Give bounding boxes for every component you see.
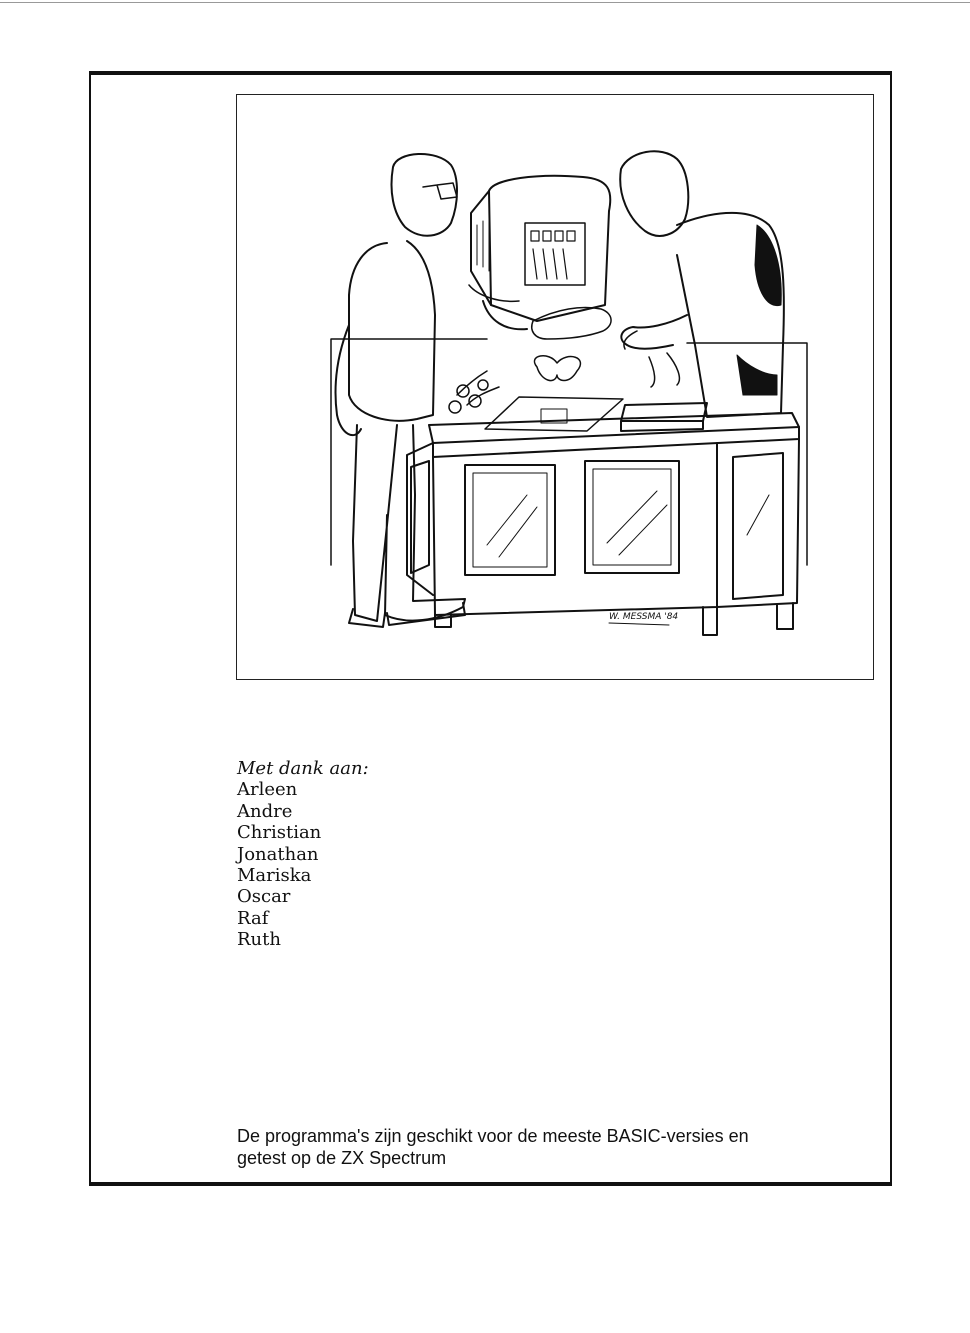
computer-monitor — [489, 176, 610, 321]
flower — [457, 385, 469, 397]
desk-panel-1-inner — [473, 473, 547, 567]
gift-bow — [534, 356, 580, 381]
page-top-rule — [0, 2, 970, 3]
right-man-head — [620, 151, 688, 236]
credit-name: Christian — [237, 822, 322, 844]
artist-signature: W. MESSMA '84 — [609, 612, 679, 622]
left-man-head — [392, 154, 458, 236]
compatibility-note-line: getest op de ZX Spectrum — [237, 1148, 447, 1168]
compatibility-note-line: De programma's zijn geschikt voor de meeste BASIC-versies en — [237, 1126, 749, 1146]
desk-papers — [485, 397, 623, 431]
desk-panel-3 — [733, 453, 783, 599]
credit-name: Raf — [237, 907, 269, 929]
glass-reflections — [487, 491, 769, 557]
computer-keys — [531, 231, 575, 279]
right-man-hand — [624, 331, 679, 387]
credit-name: Oscar — [237, 886, 291, 908]
flower — [449, 401, 461, 413]
left-man-body — [349, 241, 435, 421]
right-man-jacket-shading — [737, 225, 781, 395]
credit-name: Jonathan — [237, 843, 319, 865]
credit-name: Andre — [237, 800, 293, 822]
credits-names-list — [237, 779, 369, 950]
computer-side — [471, 191, 491, 305]
cartoon-drawing — [237, 95, 875, 681]
left-man-glasses — [423, 183, 457, 199]
background-panel — [331, 339, 807, 565]
credits-heading: Met dank aan: — [237, 758, 369, 779]
credit-name: Arleen — [237, 779, 298, 801]
desk-panel-1 — [465, 465, 555, 575]
desk-top — [429, 413, 799, 443]
cartoon-illustration — [236, 94, 874, 680]
signature-underline — [609, 623, 669, 625]
credit-name: Ruth — [237, 929, 281, 951]
computer-vents — [477, 219, 489, 271]
compatibility-note — [237, 1125, 857, 1169]
flower — [478, 380, 488, 390]
credit-name: Mariska — [237, 865, 312, 887]
credits-block — [237, 758, 369, 951]
desk-front-top — [433, 427, 799, 457]
right-man-arm — [621, 315, 687, 349]
